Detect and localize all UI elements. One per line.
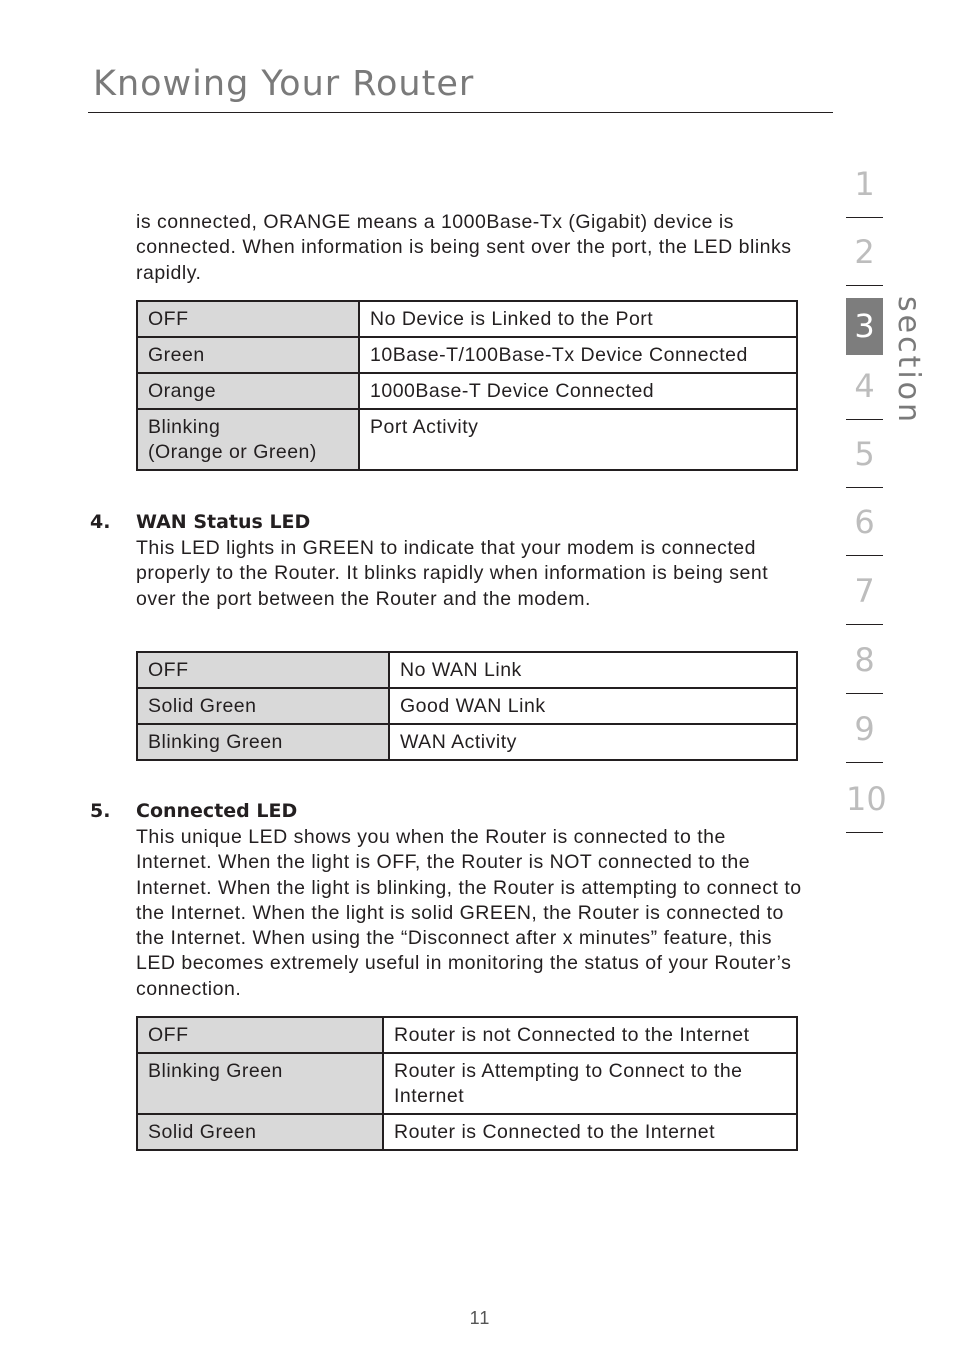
led-meaning-cell: 10Base-T/100Base-Tx Device Connected (359, 337, 797, 373)
table-row (137, 652, 797, 688)
led-state-cell: Blinking Green (137, 1053, 383, 1114)
led-state-cell: OFF (137, 301, 359, 337)
section-nav-item-8[interactable]: 8 (846, 627, 883, 694)
section-5-number: 5. (90, 800, 111, 822)
section-nav-item-1[interactable]: 1 (846, 151, 883, 218)
led-meaning-cell: 1000Base-T Device Connected (359, 373, 797, 409)
led-state-cell: Green (137, 337, 359, 373)
table-row (137, 301, 797, 337)
led-state-cell: Solid Green (137, 1114, 383, 1150)
table-row (137, 688, 797, 724)
led-state-cell: OFF (137, 1017, 383, 1053)
page-header-title: Knowing Your Router (93, 64, 475, 104)
connected-led-table (136, 1016, 798, 1151)
led-meaning-cell: Good WAN Link (389, 688, 797, 724)
table-row (137, 337, 797, 373)
led-state-cell: Solid Green (137, 688, 389, 724)
section-nav-item-7[interactable]: 7 (846, 558, 883, 625)
section-nav-item-9[interactable]: 9 (846, 696, 883, 763)
section-nav-item-4[interactable]: 4 (846, 353, 883, 420)
intro-paragraph: is connected, ORANGE means a 1000Base-Tx (Gigabit) device is connected. When information is being sent over the port, the LED blinks rapidly. (136, 211, 792, 284)
wan-led-table (136, 651, 798, 761)
led-meaning-cell: WAN Activity (389, 724, 797, 760)
led-meaning-cell: No Device is Linked to the Port (359, 301, 797, 337)
table-row (137, 724, 797, 760)
section-nav-item-10[interactable]: 10 (846, 766, 883, 833)
header-divider (88, 112, 833, 113)
section-5-title: Connected LED (136, 800, 298, 822)
lan-led-table (136, 300, 798, 471)
led-meaning-cell: No WAN Link (389, 652, 797, 688)
led-state-cell: Blinking Green (137, 724, 389, 760)
table-row (137, 409, 797, 470)
section-label: section (891, 296, 926, 426)
table-row (137, 1053, 797, 1114)
led-meaning-cell: Router is not Connected to the Internet (383, 1017, 797, 1053)
section-nav-item-3[interactable]: 3 (846, 298, 883, 355)
section-nav-item-6[interactable]: 6 (846, 489, 883, 556)
table-row (137, 1017, 797, 1053)
section-nav-item-5[interactable]: 5 (846, 421, 883, 488)
page-number: 11 (469, 1308, 491, 1328)
table-row (137, 373, 797, 409)
section-4-paragraph: This LED lights in GREEN to indicate that your modem is connected properly to the Router. It blinks rapidly when information is being sent over the port between the Router and the modem. (136, 537, 769, 610)
section-5-paragraph: This unique LED shows you when the Router is connected to the Internet. When the light is OFF, the Router is NOT connected to the Internet. When the light is blinking, the Router is attempting to connect to the Internet. When the light is solid GREEN, the Router is connected to the Internet. When using the “Disconnect after x minutes” feature, this LED becomes extremely useful in monitoring the status of your Router’s connection. (136, 826, 802, 1000)
led-meaning-cell: Router is Attempting to Connect to the Internet (383, 1053, 797, 1114)
led-state-cell: Blinking (Orange or Green) (137, 409, 359, 470)
section-4-title: WAN Status LED (136, 511, 311, 533)
led-state-cell: OFF (137, 652, 389, 688)
section-nav-item-2[interactable]: 2 (846, 219, 883, 286)
section-4-number: 4. (90, 511, 111, 533)
led-state-cell: Orange (137, 373, 359, 409)
led-meaning-cell: Router is Connected to the Internet (383, 1114, 797, 1150)
led-meaning-cell: Port Activity (359, 409, 797, 470)
table-row (137, 1114, 797, 1150)
